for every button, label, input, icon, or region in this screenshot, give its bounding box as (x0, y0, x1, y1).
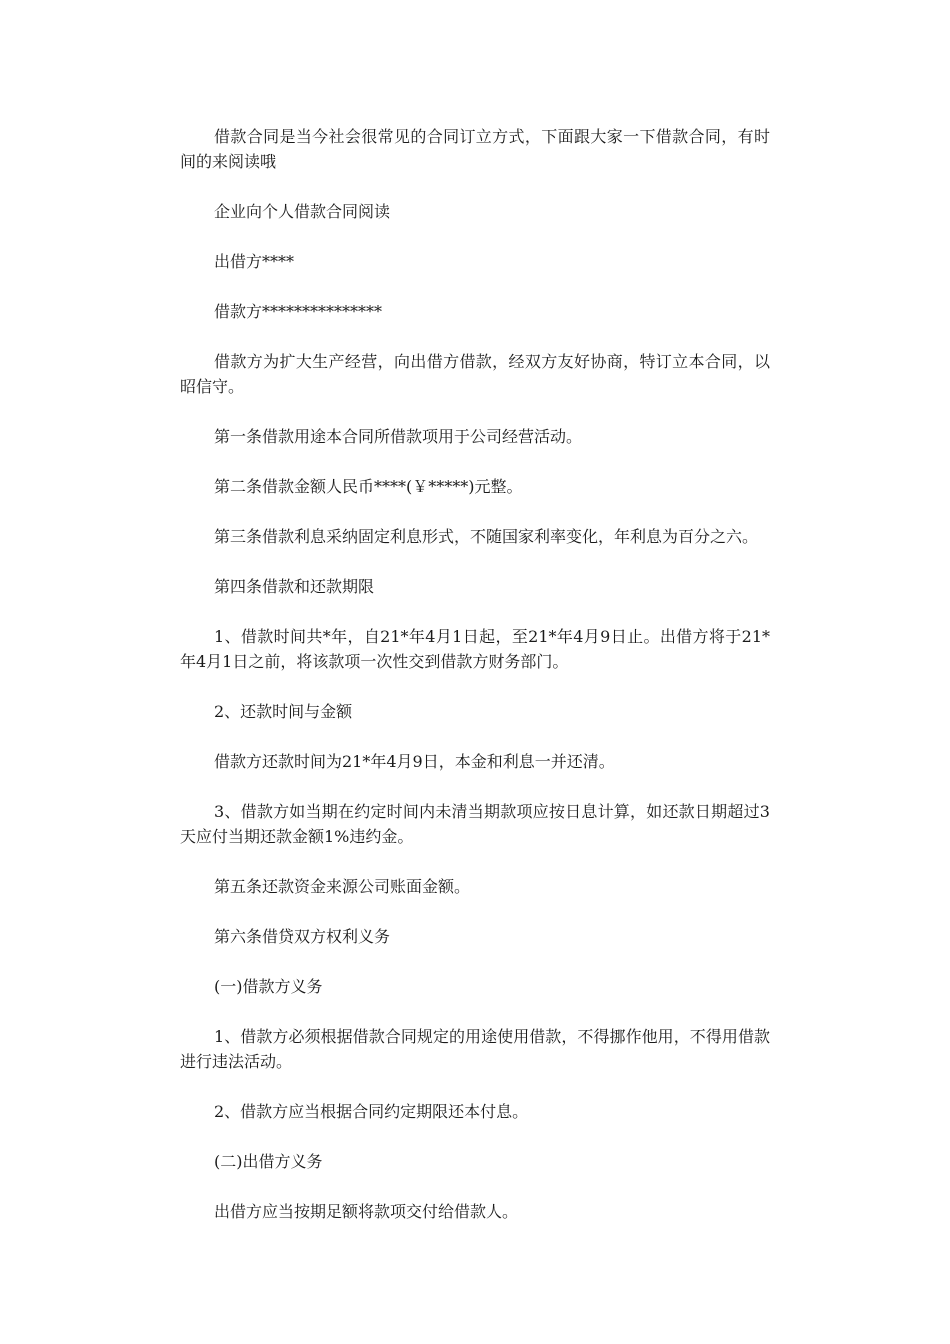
lender-duties-heading: (二)出借方义务 (214, 1152, 323, 1171)
borrower-duties-heading: (一)借款方义务 (214, 977, 323, 996)
article-1: 第一条借款用途本合同所借款项用于公司经营活动。 (214, 427, 583, 446)
article-3: 第三条借款利息采纳固定利息形式，不随国家利率变化，年利息为百分之六。 (214, 527, 759, 546)
article-4-item-3: 3、借款方如当期在约定时间内未清当期款项应按日息计算，如还款日期超过3天应付当期还款金额1%违约金。 (180, 802, 770, 846)
lender-line: 出借方**** (214, 252, 295, 271)
lender-duty-paragraph: 出借方应当按期足额将款项交付给借款人。 (214, 1202, 519, 1221)
article-6-heading: 第六条借贷双方权利义务 (214, 927, 391, 946)
borrower-duty-1: 1、借款方必须根据借款合同规定的用途使用借款，不得挪作他用，不得用借款进行违法活动。 (180, 1027, 770, 1071)
borrower-line: 借款方*************** (214, 302, 383, 321)
repayment-paragraph: 借款方还款时间为21*年4月9日，本金和利息一并还清。 (214, 752, 615, 771)
borrower-duty-2: 2、借款方应当根据合同约定期限还本付息。 (214, 1102, 529, 1121)
article-5: 第五条还款资金来源公司账面金额。 (214, 877, 471, 896)
article-4-heading: 第四条借款和还款期限 (214, 577, 375, 596)
article-4-item-1: 1、借款时间共*年，自21*年4月1日起，至21*年4月9日止。出借方将于21*年4月1日之前，将该款项一次性交到借款方财务部门。 (180, 627, 770, 671)
preamble-paragraph: 借款方为扩大生产经营，向出借方借款，经双方友好协商，特订立本合同，以昭信守。 (180, 352, 770, 396)
document-title: 企业向个人借款合同阅读 (214, 202, 391, 221)
article-2: 第二条借款金额人民币****(￥*****)元整。 (214, 477, 523, 496)
intro-paragraph: 借款合同是当今社会很常见的合同订立方式，下面跟大家一下借款合同，有时间的来阅读哦 (180, 127, 770, 171)
article-4-item-2: 2、还款时间与金额 (214, 702, 353, 721)
document-body (180, 124, 770, 1249)
